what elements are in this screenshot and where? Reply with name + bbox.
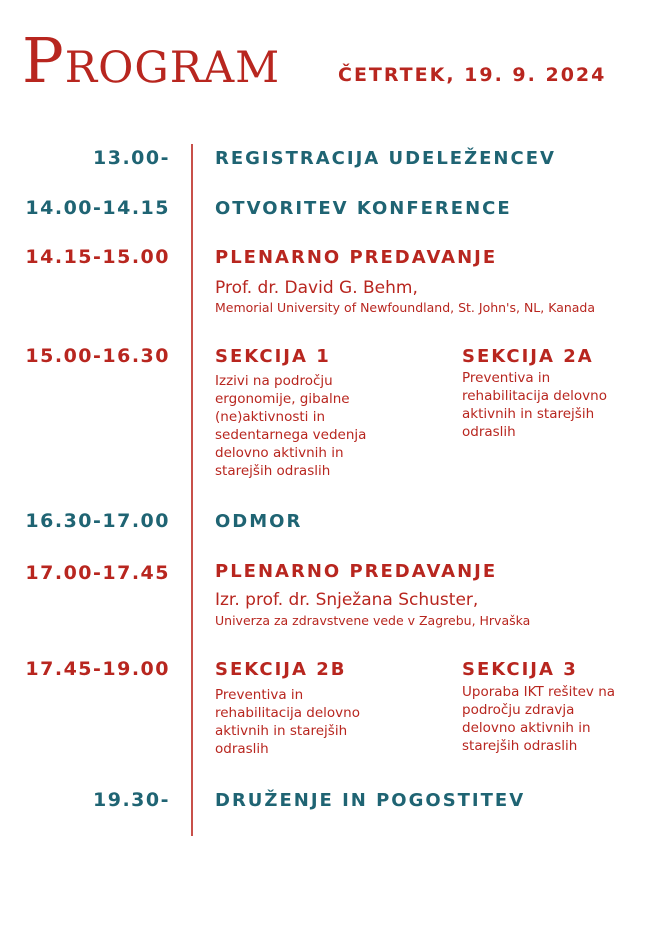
- time-social: 19.30-: [93, 789, 170, 811]
- time-break: 16.30-17.00: [25, 510, 170, 532]
- heading-social: DRUŽENJE IN POGOSTITEV: [215, 790, 526, 811]
- section-2b-title: SEKCIJA 2B: [215, 659, 347, 680]
- affiliation-plenary-2: Univerza za zdravstvene vede v Zagrebu, Hrvaška: [215, 613, 531, 628]
- time-plenary-2: 17.00-17.45: [25, 562, 170, 584]
- heading-plenary-2: PLENARNO PREDAVANJE: [215, 561, 498, 582]
- section-2a-title: SEKCIJA 2A: [462, 346, 594, 367]
- time-opening: 14.00-14.15: [25, 197, 170, 219]
- section-1-description: Izzivi na področju ergonomije, gibalne (ne)aktivnosti in sedentarnega vedenja delovno aktivnih in starejših odraslih: [215, 373, 367, 479]
- section-2b-description: Preventiva in rehabilitacija delovno aktivnih in starejših odraslih: [215, 687, 360, 757]
- event-date: ČETRTEK, 19. 9. 2024: [338, 64, 607, 86]
- timeline-divider: [191, 144, 193, 836]
- heading-registration: REGISTRACIJA UDELEŽENCEV: [215, 148, 556, 169]
- time-sessions-1: 15.00-16.30: [25, 345, 170, 367]
- speaker-plenary-1: Prof. dr. David G. Behm,: [215, 278, 418, 298]
- time-registration: 13.00-: [93, 147, 170, 169]
- speaker-plenary-2: Izr. prof. dr. Snježana Schuster,: [215, 590, 479, 610]
- section-3-title: SEKCIJA 3: [462, 659, 578, 680]
- section-2a-description: Preventiva in rehabilitacija delovno aktivnih in starejših odraslih: [462, 370, 607, 440]
- section-3-description: Uporaba IKT rešitev na področju zdravja delovno aktivnih in starejših odraslih: [462, 684, 616, 754]
- heading-opening: OTVORITEV KONFERENCE: [215, 198, 512, 219]
- heading-plenary-1: PLENARNO PREDAVANJE: [215, 247, 498, 268]
- time-plenary-1: 14.15-15.00: [25, 246, 170, 268]
- program-title: Program: [22, 24, 281, 97]
- time-sessions-2: 17.45-19.00: [25, 658, 170, 680]
- section-1-title: SEKCIJA 1: [215, 346, 331, 367]
- affiliation-plenary-1: Memorial University of Newfoundland, St. John's, NL, Kanada: [215, 300, 596, 315]
- heading-break: ODMOR: [215, 511, 303, 532]
